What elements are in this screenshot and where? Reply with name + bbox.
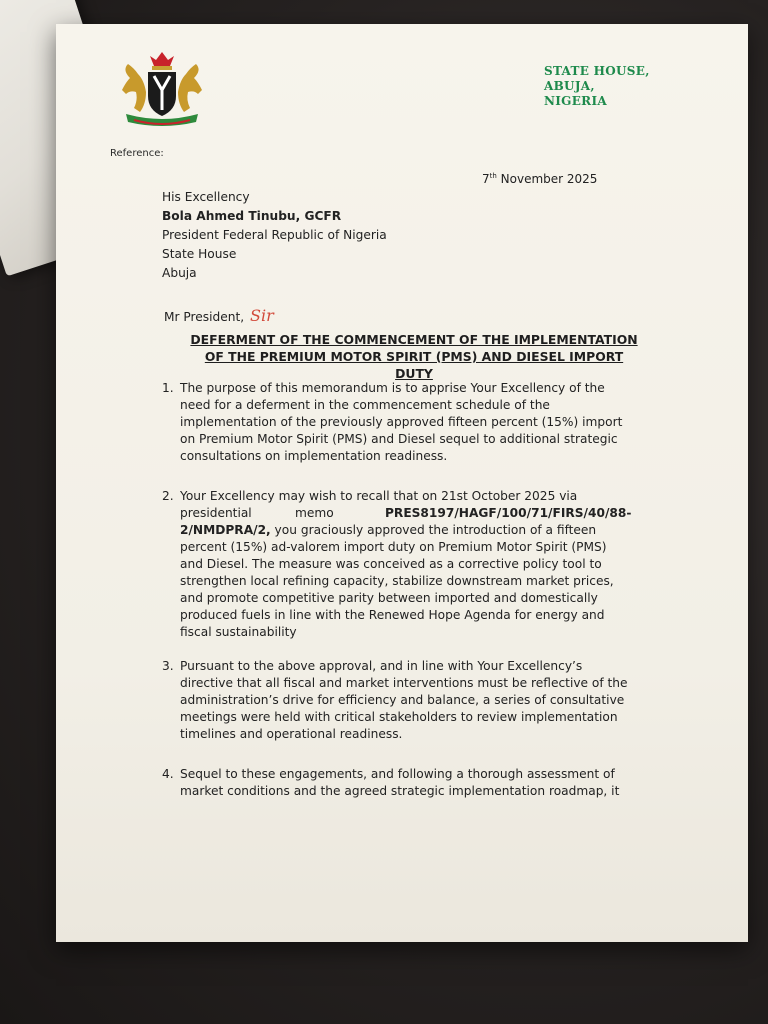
- letterhead-line: STATE HOUSE,: [544, 64, 650, 78]
- memo-reference: PRES8197/HAGF/100/71/FIRS/40/88-: [385, 506, 632, 520]
- text-line: The purpose of this memorandum is to apprise Your Excellency of the: [180, 381, 605, 395]
- salutation: [164, 306, 274, 325]
- date-suffix: th: [489, 172, 497, 180]
- paragraph-text: [180, 658, 645, 743]
- date-rest: November 2025: [500, 172, 598, 186]
- text-line: directive that all fiscal and market interventions must be reflective of the: [180, 676, 628, 690]
- paragraph-number: 1.: [162, 381, 174, 395]
- text-line: produced fuels in line with the Renewed Hope Agenda for energy and: [180, 608, 605, 622]
- letterhead-line: NIGERIA: [544, 94, 607, 108]
- coat-of-arms-icon: [112, 50, 212, 132]
- text-fragment: you graciously approved the introduction of a fifteen: [270, 523, 597, 537]
- text-line: percent (15%) ad-valorem import duty on Premium Motor Spirit (PMS): [180, 540, 607, 554]
- handwritten-sir: Sir: [250, 306, 274, 325]
- subject-line: DEFERMENT OF THE COMMENCEMENT OF THE IMPLEMENTATION: [190, 332, 638, 347]
- addressee-location: State House: [162, 247, 237, 261]
- paragraph-number: 3.: [162, 659, 174, 673]
- paragraph-text: [180, 488, 645, 641]
- text-line: on Premium Motor Spirit (PMS) and Diesel sequel to additional strategic: [180, 432, 618, 446]
- letter-sheet: [56, 24, 748, 942]
- paragraph-number: 2.: [162, 489, 174, 503]
- addressee-city: Abuja: [162, 266, 197, 280]
- text-line: and Diesel. The measure was conceived as a corrective policy tool to: [180, 557, 602, 571]
- text-line: [180, 505, 645, 522]
- letterhead-address: [544, 64, 650, 109]
- text-line: strengthen local refining capacity, stabilize downstream market prices,: [180, 574, 614, 588]
- text-line: Sequel to these engagements, and following a thorough assessment of: [180, 767, 615, 781]
- subject-heading: [184, 331, 644, 382]
- text-line: implementation of the previously approved fifteen percent (15%) import: [180, 415, 623, 429]
- text-line: Your Excellency may wish to recall that on 21st October 2025 via: [180, 489, 578, 503]
- subject-line: OF THE PREMIUM MOTOR SPIRIT (PMS) AND DIESEL IMPORT DUTY: [204, 349, 624, 381]
- memo-reference-cont: 2/NMDPRA/2,: [180, 523, 271, 537]
- text-line: need for a deferment in the commencement schedule of the: [180, 398, 550, 412]
- text-line: [180, 522, 645, 539]
- text-line: Pursuant to the above approval, and in line with Your Excellency’s: [180, 659, 583, 673]
- text-fragment: memo: [295, 506, 334, 520]
- paragraph-number: 4.: [162, 767, 174, 781]
- letterhead-line: ABUJA,: [544, 79, 595, 93]
- text-line: market conditions and the agreed strategic implementation roadmap, it: [180, 784, 620, 798]
- text-line: administration’s drive for efficiency and balance, a series of consultative: [180, 693, 625, 707]
- letter-date: [482, 172, 597, 186]
- addressee-block: [162, 188, 387, 283]
- paragraph-text: [180, 766, 645, 800]
- text-line: fiscal sustainability: [180, 625, 297, 639]
- date-day: 7: [482, 172, 490, 186]
- reference-label: Reference:: [110, 148, 164, 159]
- text-line: and promote competitive parity between imported and domestically: [180, 591, 598, 605]
- text-line: meetings were held with critical stakeholders to review implementation: [180, 710, 618, 724]
- salutation-text: Mr President,: [164, 310, 245, 324]
- addressee-name: Bola Ahmed Tinubu, GCFR: [162, 209, 342, 223]
- addressee-title: His Excellency: [162, 190, 250, 204]
- text-line: consultations on implementation readiness.: [180, 449, 448, 463]
- addressee-office: President Federal Republic of Nigeria: [162, 228, 387, 242]
- text-fragment: presidential: [180, 506, 252, 520]
- paragraph-text: [180, 380, 645, 465]
- text-line: timelines and operational readiness.: [180, 727, 403, 741]
